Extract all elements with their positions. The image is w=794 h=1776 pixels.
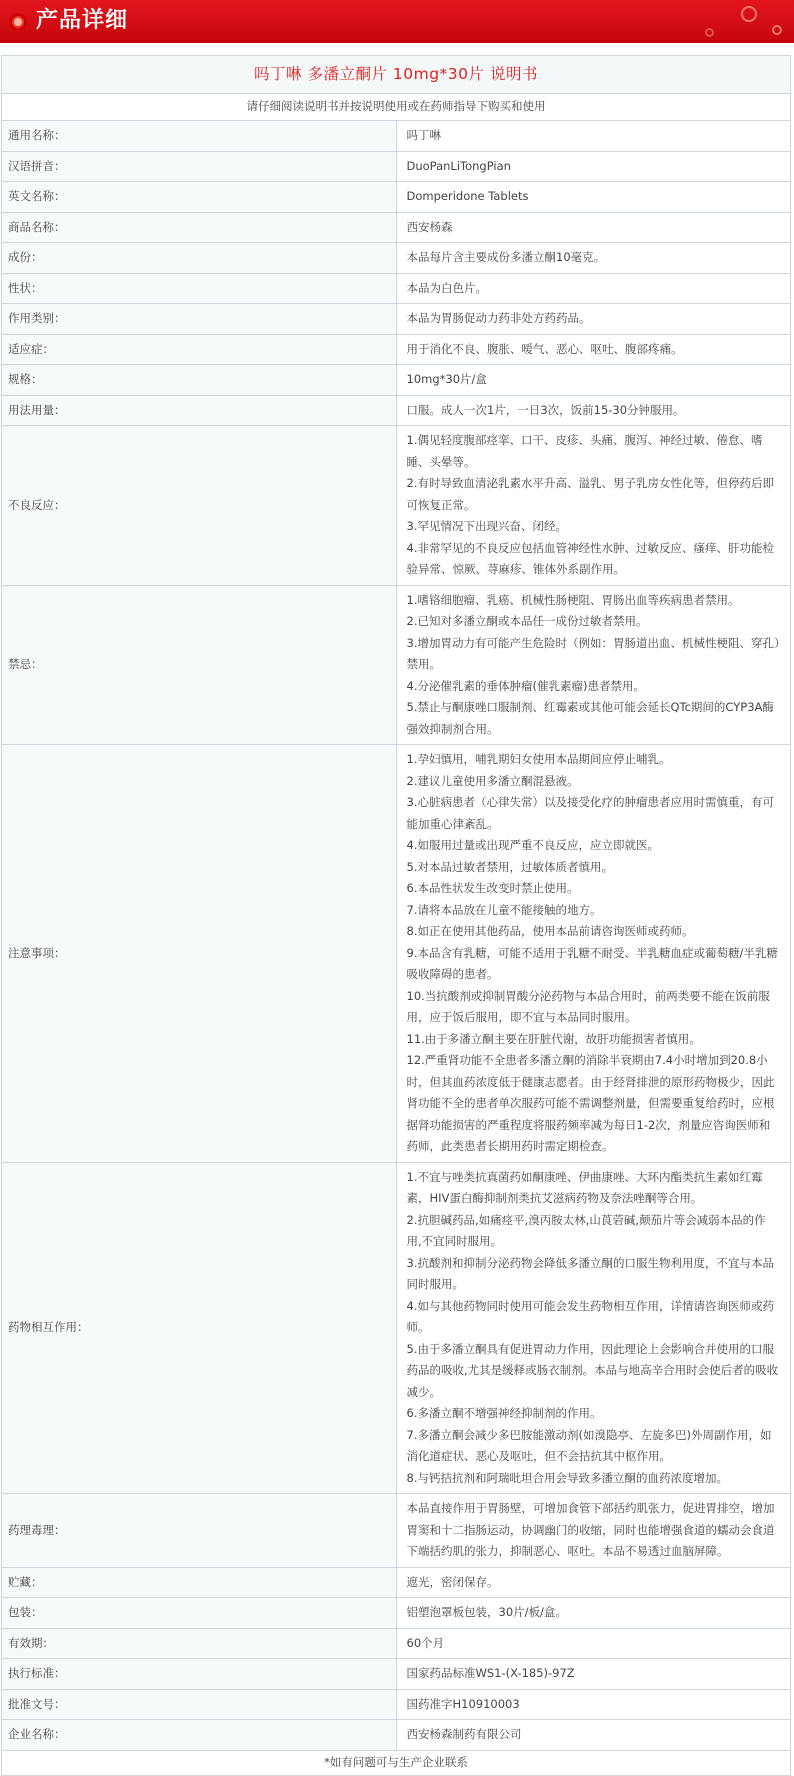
table-row xyxy=(2,151,791,182)
field-value xyxy=(396,1628,791,1659)
field-label: 通用名称： xyxy=(2,121,397,152)
table-row xyxy=(2,334,791,365)
bubble-decoration-icon xyxy=(705,28,714,37)
table-row xyxy=(2,1689,791,1720)
field-value-line: 3.罕见情况下出现兴奋、闭经。 xyxy=(406,519,567,533)
field-value-line: 2.建议儿童使用多潘立酮混悬液。 xyxy=(406,773,579,788)
field-label: 适应症： xyxy=(2,334,397,365)
field-label: 规格： xyxy=(2,365,397,396)
field-label: 执行标准： xyxy=(2,1659,397,1690)
field-value-line: 4.如服用过量或出现严重不良反应，应立即就医。 xyxy=(406,838,659,852)
field-value-line: 口服。成人一次1片，一日3次，饭前15-30分钟服用。 xyxy=(406,402,685,417)
bubble-decoration-icon xyxy=(741,6,757,22)
field-label: 包装： xyxy=(2,1598,397,1629)
usage-notice: 请仔细阅读说明书并按说明使用或在药师指导下购买和使用 xyxy=(2,94,791,121)
field-value-line: 5.由于多潘立酮具有促进胃动力作用，因此理论上会影响合并使用的口服药品的吸收,尤其是缓释或肠衣制剂。本品与地高辛合用时会使后者的吸收减少。 xyxy=(406,1341,779,1399)
field-value-line: 国药准字H10910003 xyxy=(406,1696,520,1711)
field-value xyxy=(396,1567,791,1598)
field-label: 成份： xyxy=(2,243,397,274)
field-value xyxy=(396,1720,791,1751)
table-row xyxy=(2,395,791,426)
field-label: 有效期： xyxy=(2,1628,397,1659)
field-value-line: 6.本品性状发生改变时禁止使用。 xyxy=(406,881,579,895)
instruction-table xyxy=(1,55,791,1776)
table-row xyxy=(2,365,791,396)
field-label: 贮藏： xyxy=(2,1567,397,1598)
field-value-line: 3.心脏病患者（心律失常）以及接受化疗的肿瘤患者应用时需慎重，有可能加重心律紊乱。 xyxy=(406,795,774,831)
field-label: 不良反应： xyxy=(2,426,397,586)
field-value-line: 60个月 xyxy=(406,1635,445,1650)
field-value-line: 1.偶见轻度腹部痉挛、口干、皮疹、头痛、腹泻、神经过敏、倦怠、嗜睡、头晕等。 xyxy=(406,433,763,469)
circle-logo-icon xyxy=(9,13,27,31)
section-banner xyxy=(0,0,794,43)
field-value-line: 12.严重肾功能不全患者多潘立酮的消除半衰期由7.4小时增加到20.8小时，但其血药浓度低于健康志愿者。由于经肾排泄的原形药物极少，因此肾功能不全的患者单次服药可能不需调整剂量，但需要重复给药时，应根据肾功能损害的严重程度将服药频率减为每日1-2次，剂量应咨询医师和药师，此类患者长期用药时需定期检查。 xyxy=(406,1053,775,1153)
field-value-line: 4.如与其他药物同时使用可能会发生药物相互作用，详情请咨询医师或药师。 xyxy=(406,1298,774,1334)
table-row xyxy=(2,1494,791,1568)
field-value xyxy=(396,1162,791,1494)
field-value-line: 国家药品标准WS1-(X-185)-97Z xyxy=(406,1666,575,1680)
field-value-line: 本品每片含主要成份多潘立酮10毫克。 xyxy=(406,250,606,264)
field-value-line: 西安杨森制药有限公司 xyxy=(406,1727,522,1741)
field-value-line: 吗丁啉 xyxy=(406,128,441,142)
field-label: 商品名称： xyxy=(2,212,397,243)
table-row xyxy=(2,273,791,304)
field-value-line: 3.增加胃动力有可能产生危险时（例如：胃肠道出血、机械性梗阻、穿孔）禁用。 xyxy=(406,635,780,671)
field-value xyxy=(396,426,791,586)
field-value-line: 3.抗酸剂和抑制分泌药物会降低多潘立酮的口服生物利用度，不宜与本品同时服用。 xyxy=(406,1255,774,1291)
field-value-line: 1.嗜铬细胞瘤、乳癌、机械性肠梗阻、胃肠出血等疾病患者禁用。 xyxy=(406,592,740,607)
field-label: 性状： xyxy=(2,273,397,304)
field-value-line: 2.有时导致血清泌乳素水平升高、溢乳、男子乳房女性化等，但停药后即可恢复正常。 xyxy=(406,476,774,512)
field-value-line: 用于消化不良、腹胀、嗳气、恶心、呕吐、腹部疼痛。 xyxy=(406,341,683,356)
table-row xyxy=(2,1659,791,1690)
field-value-line: 遮光，密闭保存。 xyxy=(406,1574,499,1589)
field-label: 禁忌： xyxy=(2,585,397,745)
field-value xyxy=(396,395,791,426)
field-label: 汉语拼音： xyxy=(2,151,397,182)
field-value-line: 5.禁止与酮康唑口服制剂、红霉素或其他可能会延长QTc期间的CYP3A酶强效抑制剂合用。 xyxy=(406,700,774,736)
table-row xyxy=(2,182,791,213)
field-value-line: 2.已知对多潘立酮或本品任一成份过敏者禁用。 xyxy=(406,614,648,628)
field-value-line: 11.由于多潘立酮主要在肝脏代谢，故肝功能损害者慎用。 xyxy=(406,1031,701,1046)
field-label: 注意事项： xyxy=(2,745,397,1163)
field-value-line: 铝塑泡罩板包装，30片/板/盒。 xyxy=(406,1605,567,1619)
field-value xyxy=(396,273,791,304)
field-label: 批准文号： xyxy=(2,1689,397,1720)
field-value xyxy=(396,1659,791,1690)
table-row xyxy=(2,1628,791,1659)
field-value-line: 1.孕妇慎用，哺乳期妇女使用本品期间应停止哺乳。 xyxy=(406,752,671,766)
table-row xyxy=(2,1162,791,1494)
field-value xyxy=(396,212,791,243)
field-value xyxy=(396,745,791,1163)
field-value-line: 7.请将本品放在儿童不能接触的地方。 xyxy=(406,902,602,917)
table-row xyxy=(2,1720,791,1751)
table-row xyxy=(2,1567,791,1598)
banner-title: 产品详细 xyxy=(36,8,129,33)
field-value-line: 7.多潘立酮会减少多巴胺能激动剂(如溴隐亭、左旋多巴)外周副作用，如消化道症状、恶心及呕吐，但不会拮抗其中枢作用。 xyxy=(406,1427,772,1463)
field-label: 英文名称： xyxy=(2,182,397,213)
field-value-line: 4.非常罕见的不良反应包括血管神经性水肿、过敏反应、瘙痒、肝功能检验异常、惊厥、荨麻疹、锥体外系副作用。 xyxy=(406,540,774,576)
bubble-decoration-icon xyxy=(772,25,782,35)
field-value-line: 1.不宜与唑类抗真菌药如酮康唑、伊曲康唑、大环内酯类抗生素如红霉素，HIV蛋白酶抑制剂类抗艾滋病药物及奈法唑酮等合用。 xyxy=(406,1169,763,1205)
field-value-line: 9.本品含有乳糖，可能不适用于乳糖不耐受、半乳糖血症或葡萄糖/半乳糖吸收障碍的患者。 xyxy=(406,945,778,981)
field-value xyxy=(396,304,791,335)
field-value-line: 4.分泌催乳素的垂体肿瘤(催乳素瘤)患者禁用。 xyxy=(406,678,645,693)
field-label: 药物相互作用： xyxy=(2,1162,397,1494)
table-row xyxy=(2,121,791,152)
field-value-line: 5.对本品过敏者禁用，过敏体质者慎用。 xyxy=(406,859,613,874)
instruction-sheet xyxy=(1,55,791,1776)
field-value-line: 西安杨森 xyxy=(406,219,453,234)
field-value-line: 6.多潘立酮不增强神经抑制剂的作用。 xyxy=(406,1406,602,1420)
table-row xyxy=(2,212,791,243)
document-headline: 吗丁啉 多潘立酮片 10mg*30片 说明书 xyxy=(2,56,791,94)
field-value xyxy=(396,1689,791,1720)
field-value-line: 本品为白色片。 xyxy=(406,280,487,295)
table-row xyxy=(2,745,791,1163)
field-value-line: 本品直接作用于胃肠壁，可增加食管下部括约肌张力，促进胃排空，增加胃窦和十二指肠运动，协调幽门的收缩，同时也能增强食道的蠕动会食道下端括约肌的张力，抑制恶心、呕吐。本品不易透过血脑屏障。 xyxy=(406,1501,775,1558)
field-label: 作用类别： xyxy=(2,304,397,335)
field-value xyxy=(396,334,791,365)
field-value-line: DuoPanLiTongPian xyxy=(406,158,511,173)
field-value xyxy=(396,243,791,274)
field-value xyxy=(396,1494,791,1568)
field-value-line: 10.当抗酸剂或抑制胃酸分泌药物与本品合用时，前两类要不能在饭前服用，应于饭后服用，即不宜与本品同时服用。 xyxy=(406,988,770,1024)
field-value-line: Domperidone Tablets xyxy=(406,189,529,203)
contact-footer-note: *如有问题可与生产企业联系 xyxy=(2,1750,791,1775)
field-label: 企业名称： xyxy=(2,1720,397,1751)
table-row xyxy=(2,426,791,586)
field-value xyxy=(396,365,791,396)
table-row xyxy=(2,243,791,274)
table-row xyxy=(2,304,791,335)
field-label: 药理毒理： xyxy=(2,1494,397,1568)
field-value-line: 8.如正在使用其他药品，使用本品前请咨询医师或药师。 xyxy=(406,924,694,938)
field-value-line: 10mg*30片/盒 xyxy=(406,372,487,386)
table-row xyxy=(2,585,791,745)
field-label: 用法用量： xyxy=(2,395,397,426)
field-value xyxy=(396,1598,791,1629)
table-row xyxy=(2,1598,791,1629)
field-value-line: 2.抗胆碱药品,如痛痉平,溴丙胺太林,山莨菪碱,颠茄片等会减弱本品的作用,不宜同时服用。 xyxy=(406,1212,766,1248)
field-value-line: 8.与钙拮抗剂和阿瑞吡坦合用会导致多潘立酮的血药浓度增加。 xyxy=(406,1470,728,1485)
field-value-line: 本品为胃肠促动力药非处方药药品。 xyxy=(406,311,591,325)
field-value xyxy=(396,121,791,152)
field-value xyxy=(396,151,791,182)
field-value xyxy=(396,182,791,213)
field-value xyxy=(396,585,791,745)
